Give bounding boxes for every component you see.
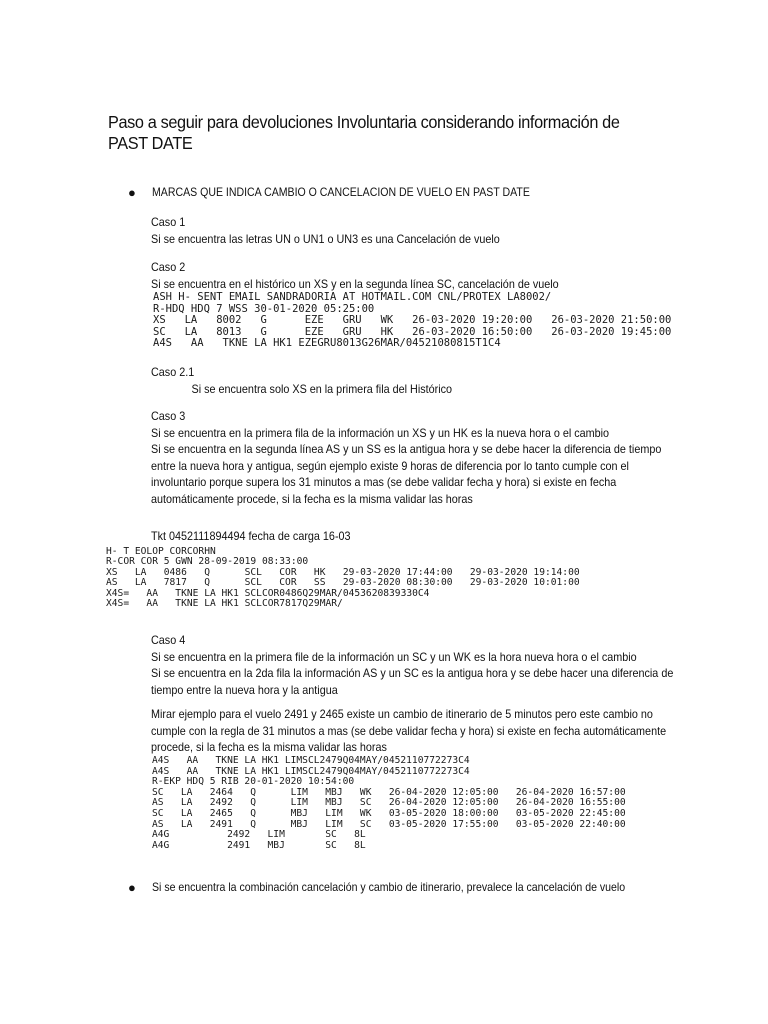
ticket-text: Tkt 0452111894494 fecha de carga 16-03 bbox=[151, 529, 351, 543]
case-2-label: Caso 2 bbox=[151, 260, 186, 274]
terminal-screenshot-2 bbox=[106, 546, 580, 611]
case-3-line: entre la nueva hora y antigua, según ejemplo existe 9 horas de diferencia por lo tanto cumple con el bbox=[151, 458, 629, 473]
terminal-line: AS LA 7817 Q SCL COR SS 29-03-2020 08:30:00 29-03-2020 10:01:00 bbox=[106, 577, 580, 589]
terminal-line: A4S AA TKNE LA HK1 EZEGRU8013G26MAR/04521080815T1C4 bbox=[153, 337, 501, 350]
terminal-line: ASH H- SENT EMAIL SANDRADORIA AT HOTMAIL.COM CNL/PROTEX LA8002/ bbox=[153, 291, 552, 303]
case-3-label: Caso 3 bbox=[151, 409, 186, 423]
case-4-line: tiempo entre la nueva hora y la antigua bbox=[151, 682, 338, 697]
case-3-line: automáticamente procede, si la fecha es la misma validar las horas bbox=[151, 491, 473, 506]
case-3-line: involuntario porque supera los 31 minutos a mas (se debe validar fecha y hora) si existe en fecha bbox=[151, 475, 617, 489]
conclusion-note: Si se encuentra la combinación cancelación y cambio de itinerario, prevalece la cancelación de vuelo bbox=[152, 880, 626, 894]
terminal-line: R-HDQ HDQ 7 WSS 30-01-2020 05:25:00 bbox=[153, 302, 375, 315]
case-2-text: Si se encuentra en el histórico un XS y en la segunda línea SC, cancelación de vuelo bbox=[151, 276, 559, 291]
terminal-line: A4G 2491 MBJ SC 8L bbox=[152, 839, 366, 851]
terminal-line: R-EKP HDQ 5 RIB 20-01-2020 10:54:00 bbox=[152, 776, 355, 788]
case-4 bbox=[151, 632, 674, 698]
case-4-label: Caso 4 bbox=[151, 633, 186, 647]
case-4-example-line: Mirar ejemplo para el vuelo 2491 y 2465 existe un cambio de itinerario de 5 minutos pero este cambio no bbox=[151, 707, 653, 721]
document-title: Paso a seguir para devoluciones Involuntaria considerando información de PAST DATE bbox=[108, 112, 620, 153]
terminal-line: R-COR COR 5 GWN 28-09-2019 08:33:00 bbox=[106, 556, 309, 568]
case-1-label: Caso 1 bbox=[151, 215, 186, 229]
terminal-line: X4S= AA TKNE LA HK1 SCLCOR7817Q29MAR/ bbox=[106, 598, 343, 610]
terminal-line: XS LA 0486 Q SCL COR HK 29-03-2020 17:44:00 29-03-2020 19:14:00 bbox=[106, 566, 580, 578]
terminal-screenshot-3 bbox=[152, 755, 628, 854]
case-3-line: Si se encuentra en la primera fila de la información un XS y un HK es la nueva hora o el cambio bbox=[151, 425, 610, 440]
case-4-example-line: cumple con la regla de 31 minutos a mas (se debe validar fecha y hora) si existe en fecha automáticamente bbox=[151, 723, 667, 738]
terminal-line: XS LA 8002 G EZE GRU WK 26-03-2020 19:20:00 26-03-2020 21:50:00 bbox=[153, 314, 672, 327]
terminal-line: AS LA 2492 Q LIM MBJ SC 26-04-2020 12:05:00 26-04-2020 16:55:00 bbox=[152, 797, 626, 809]
case-4-line: Si se encuentra en la primera file de la información un SC y un WK es la hora nueva hora o el cambio bbox=[151, 649, 637, 664]
case-4-example-line: procede, si la fecha es la misma validar las horas bbox=[151, 740, 387, 754]
terminal-line: AS LA 2491 Q MBJ LIM SC 03-05-2020 17:55:00 03-05-2020 22:40:00 bbox=[152, 818, 626, 830]
terminal-line: X4S= AA TKNE LA HK1 SCLCOR0486Q29MAR/0453620839330C4 bbox=[106, 587, 430, 599]
case-2 bbox=[151, 259, 655, 292]
case-4-line: Si se encuentra en la 2da fila la información AS y un SC es la antigua hora y se debe hacer una diferencia de bbox=[151, 666, 674, 680]
case-2-1-label: Caso 2.1 bbox=[151, 365, 195, 379]
case-4-example bbox=[151, 706, 667, 756]
terminal-line: SC LA 8013 G EZE GRU HK 26-03-2020 16:50:00 26-03-2020 19:45:00 bbox=[153, 325, 672, 338]
case-3 bbox=[151, 408, 662, 507]
section-heading: MARCAS QUE INDICA CAMBIO O CANCELACION DE VUELO EN PAST DATE bbox=[152, 185, 530, 199]
bullet-dot-icon: ● bbox=[128, 880, 136, 895]
terminal-line: A4S AA TKNE LA HK1 LIMSCL2479Q04MAY/0452110772273C4 bbox=[152, 765, 470, 777]
case-2-1-text: Si se encuentra solo XS en la primera fila del Histórico bbox=[191, 381, 453, 396]
case-1-text: Si se encuentra las letras UN o UN1 o UN3 es una Cancelación de vuelo bbox=[151, 231, 500, 246]
case-2-1 bbox=[151, 364, 655, 397]
terminal-line: H- T EOLOP CORCORHN bbox=[106, 546, 216, 557]
terminal-line: A4S AA TKNE LA HK1 LIMSCL2479Q04MAY/0452110772273C4 bbox=[152, 755, 470, 766]
case-1 bbox=[151, 214, 655, 247]
terminal-screenshot-1 bbox=[153, 291, 672, 356]
terminal-line: A4G 2492 LIM SC 8L bbox=[152, 829, 366, 841]
terminal-line: SC LA 2465 Q MBJ LIM WK 03-05-2020 18:00:00 03-05-2020 22:45:00 bbox=[152, 807, 626, 819]
ticket-note bbox=[151, 528, 655, 545]
bullet-dot-icon: ● bbox=[128, 185, 136, 200]
case-3-line: Si se encuentra en la segunda línea AS y un SS es la antigua hora y se debe hacer la diferencia de tiempo bbox=[151, 442, 662, 456]
terminal-line: SC LA 2464 Q LIM MBJ WK 26-04-2020 12:05:00 26-04-2020 16:57:00 bbox=[152, 786, 626, 798]
